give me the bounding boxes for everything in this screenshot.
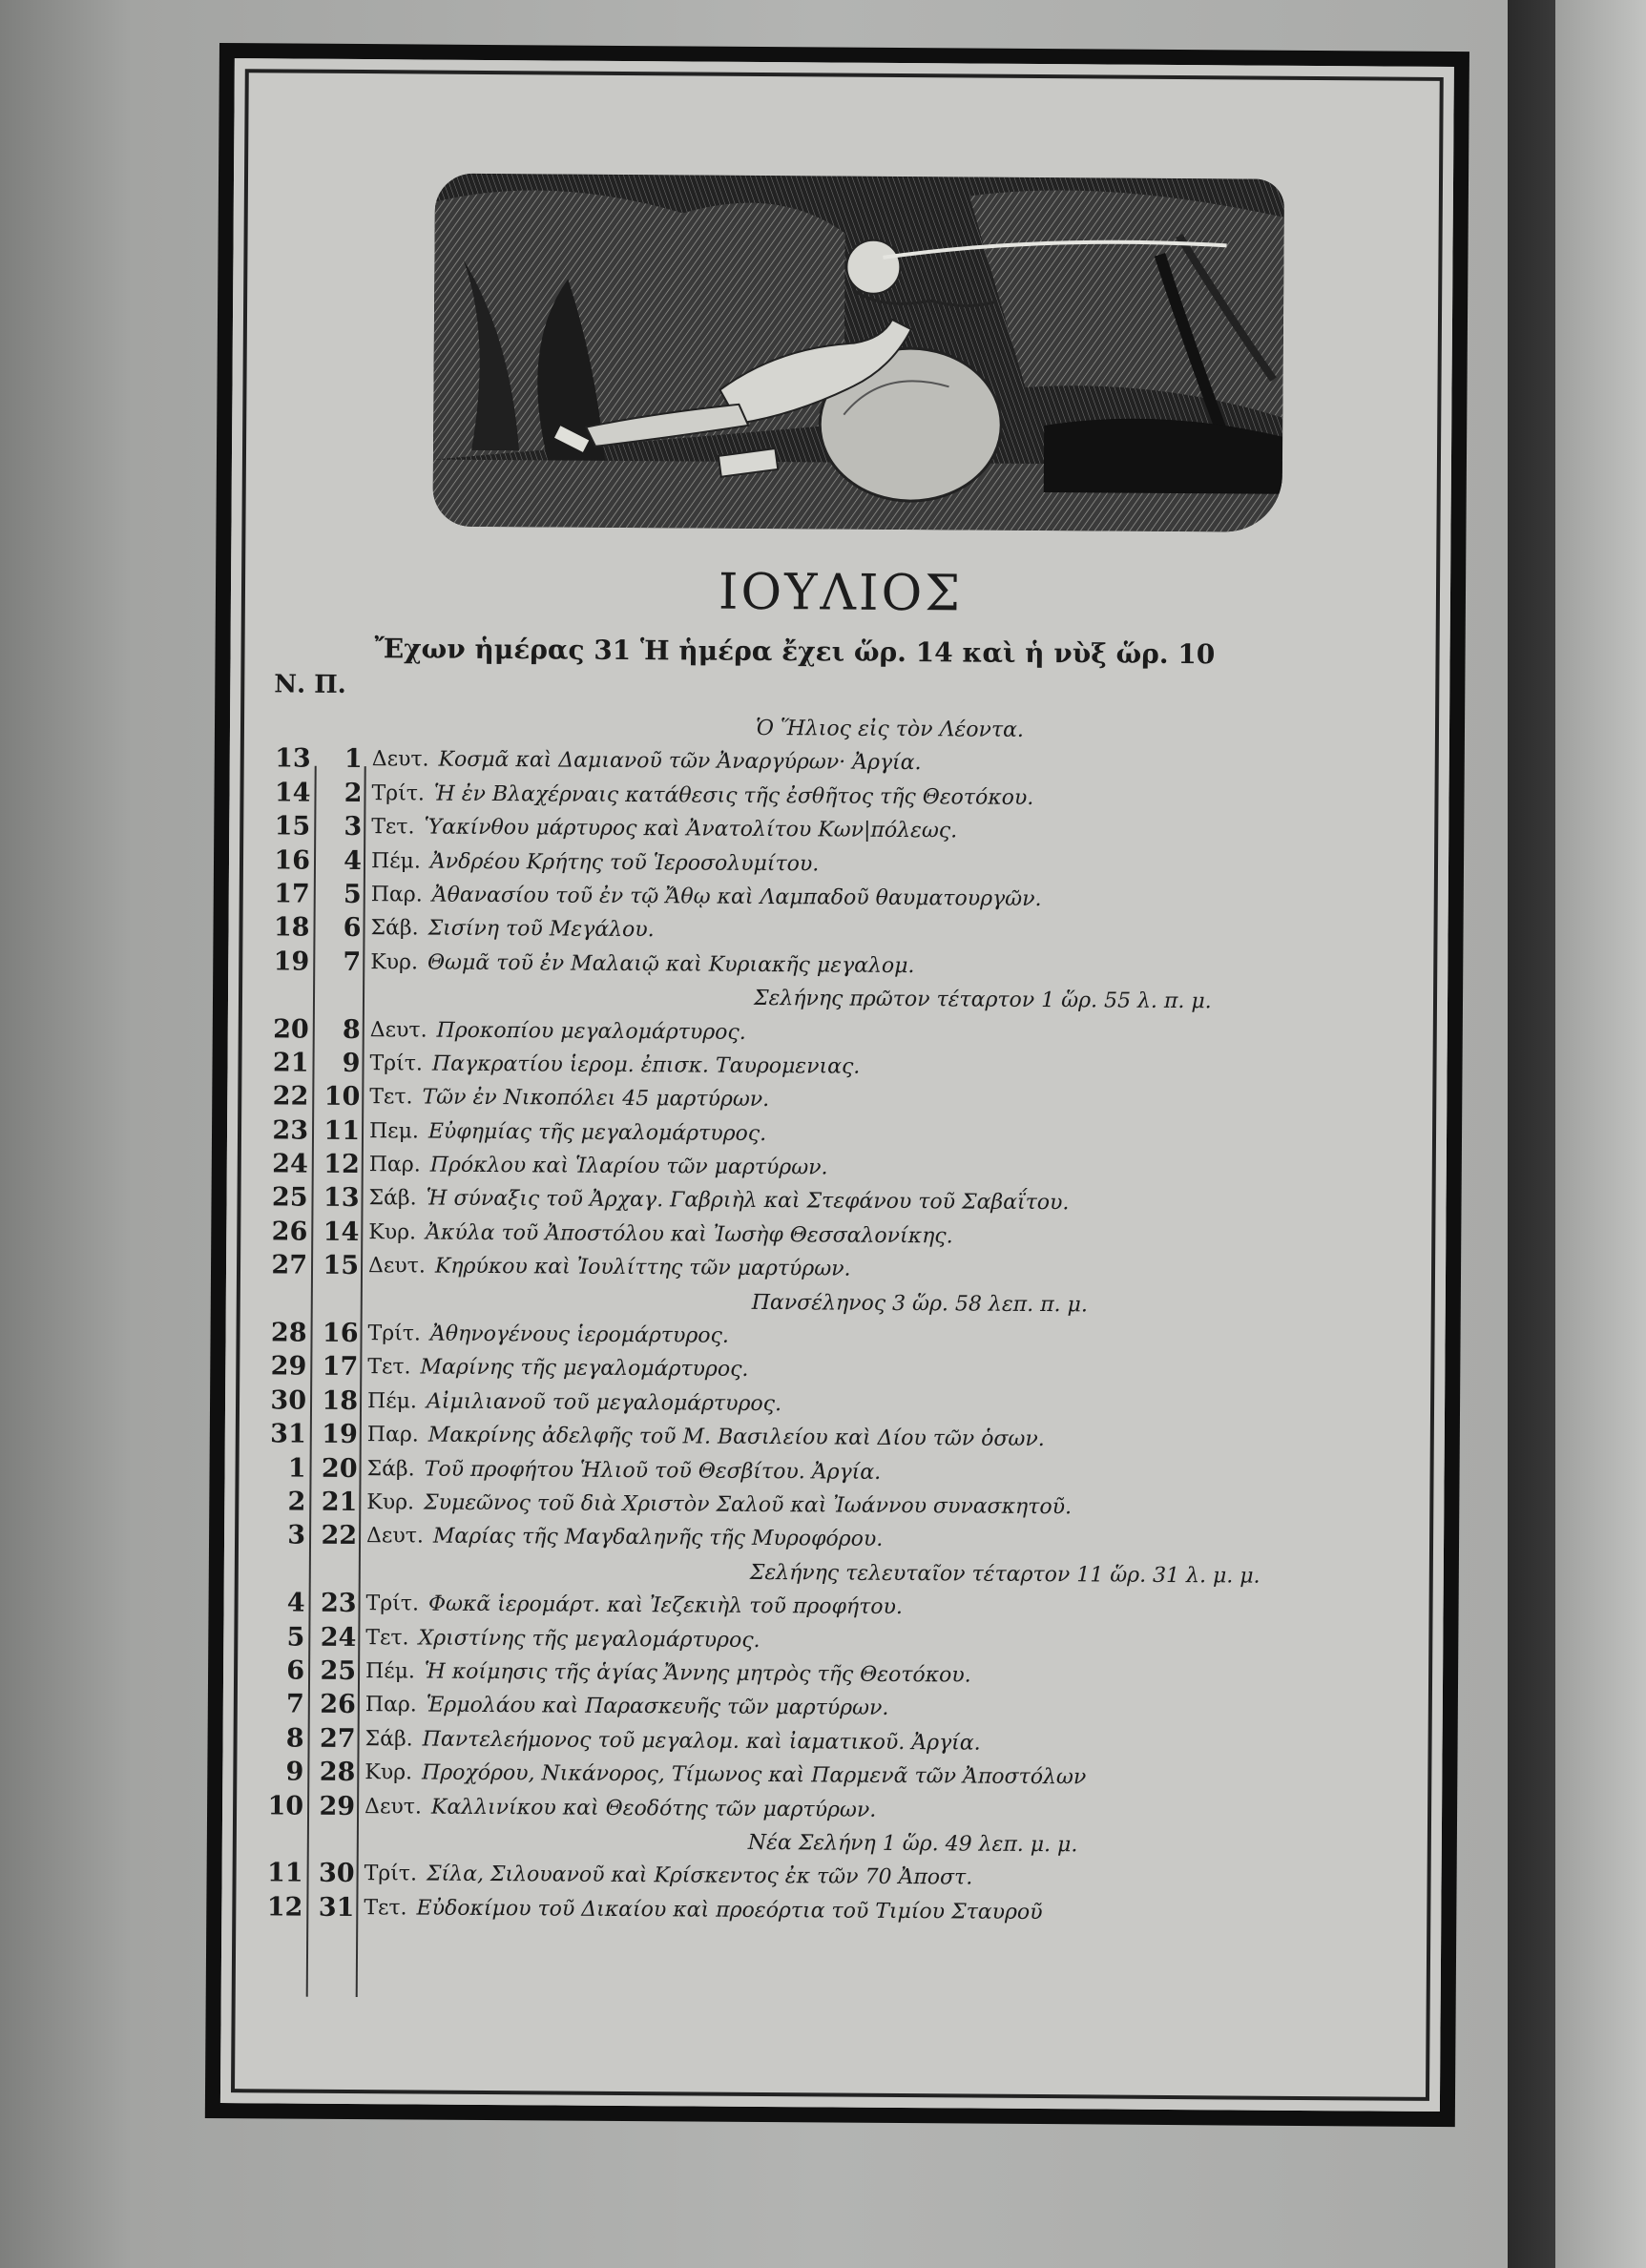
old-style-date: 31 (318, 1892, 355, 1923)
old-style-date: 23 (320, 1588, 357, 1619)
feast-text (368, 1182, 1069, 1221)
entry-text: Τῶν ἐν Νικοπόλει 45 μαρτύρων. (422, 1085, 770, 1113)
entry-text: Ὁ Ἥλιος εἰς τὸν Λέοντα. (755, 716, 1025, 742)
new-style-date: 14 (274, 778, 311, 808)
note-text (754, 982, 1212, 1019)
old-style-date: 11 (323, 1115, 361, 1146)
new-style-date: 29 (270, 1351, 307, 1383)
feast-text (366, 1519, 883, 1556)
weekday-label: Παρ. (365, 1693, 417, 1717)
entry-text: Νέα Σελήνη 1 ὥρ. 49 λεπ. μ. μ. (747, 1830, 1078, 1858)
new-style-date: 3 (287, 1520, 306, 1551)
note-text (752, 1286, 1088, 1322)
new-style-date: 12 (266, 1892, 303, 1923)
new-style-date: 26 (271, 1217, 308, 1247)
entry-text: Τοῦ προφήτου Ἡλιοῦ τοῦ Θεσβίτου. Ἀργία. (424, 1457, 882, 1485)
new-style-date: 28 (270, 1318, 307, 1348)
new-style-date: 20 (273, 1013, 309, 1045)
new-style-date: 6 (286, 1655, 305, 1686)
weekday-label: Τρίτ. (364, 1862, 418, 1886)
feast-text (371, 777, 1033, 815)
column-header: Ν. Π. (274, 670, 346, 699)
new-style-date: 19 (273, 947, 310, 977)
feast-text (369, 1080, 769, 1116)
weekday-label: Δευτ. (365, 1524, 424, 1549)
weekday-label: Πεμ. (368, 1118, 420, 1144)
old-style-date: 19 (322, 1419, 358, 1450)
entry-text: Σελήνης τελευταῖον τέταρτον 11 ὥρ. 31 λ. μ. μ. (749, 1560, 1261, 1589)
feast-text (368, 1249, 851, 1286)
new-style-date: 4 (286, 1588, 305, 1618)
feast-text (366, 1452, 881, 1489)
old-style-date: 12 (323, 1149, 360, 1180)
entry-text: Εὐφημίας τῆς μεγαλομάρτυρος. (427, 1119, 767, 1146)
old-style-date: 8 (342, 1014, 361, 1045)
new-style-date: 2 (287, 1487, 306, 1517)
feast-text (365, 1722, 980, 1760)
entry-text: Ἡ κοίμησις τῆς ἁγίας Ἄννης μητρὸς τῆς Θεοτόκου. (424, 1659, 971, 1688)
days-summary: Ἔχων ἡμέρας 31 Ἡ ἡμέρα ἔχει ὥρ. 14 καὶ ἡ νὺξ ὥρ. 10 (374, 633, 1216, 671)
note-text (750, 1556, 1261, 1593)
entry-text: Προκοπίου μεγαλομάρτυρος. (436, 1018, 746, 1045)
entry-text: Αἰμιλιανοῦ τοῦ μεγαλομάρτυρος. (426, 1389, 782, 1416)
weekday-label: Κυρ. (368, 1219, 417, 1245)
old-style-date: 20 (321, 1453, 358, 1484)
old-style-date: 3 (344, 812, 363, 843)
feast-text (370, 1013, 746, 1050)
entry-text: Εὐδοκίμου τοῦ Δικαίου καὶ προεόρτια τοῦ Τιμίου Σταυροῦ (416, 1896, 1043, 1925)
new-style-date: 17 (274, 879, 310, 909)
feast-text (365, 1790, 876, 1827)
weekday-label: Δευτ. (369, 1017, 427, 1043)
month-title: ΙΟΥΛΙΟΣ (718, 563, 964, 623)
old-style-date: 5 (343, 879, 362, 910)
feast-text (367, 1351, 748, 1387)
feast-text (364, 1891, 1042, 1929)
old-style-date: 16 (322, 1318, 359, 1349)
feast-text (369, 1148, 828, 1185)
feast-text (367, 1418, 1045, 1456)
weekday-label: Τετ. (369, 1085, 413, 1110)
entry-text: Σελήνης πρῶτον τέταρτον 1 ὥρ. 55 λ. π. μ. (753, 987, 1212, 1014)
entry-text: Πρόκλου καὶ Ἱλαρίου τῶν μαρτύρων. (429, 1153, 828, 1180)
entry-text: Κοσμᾶ καὶ Δαμιανοῦ τῶν Ἀναργύρων· Ἀργία. (438, 748, 922, 776)
old-style-date: 2 (344, 778, 363, 808)
weekday-label: Πέμ. (366, 1388, 418, 1414)
old-style-date: 28 (319, 1757, 356, 1788)
entry-text: Ἀθανασίου τοῦ ἐν τῷ Ἄθῳ καὶ Λαμπαδοῦ θαυματουργῶν. (431, 883, 1042, 911)
old-style-date: 24 (320, 1622, 357, 1653)
old-style-date: 7 (343, 947, 362, 977)
weekday-label: Πέμ. (365, 1659, 416, 1684)
feast-text (365, 1688, 889, 1725)
weekday-label: Τρίτ. (367, 1321, 422, 1346)
weekday-label: Παρ. (368, 1153, 421, 1177)
new-style-date: 25 (271, 1182, 308, 1214)
old-style-date: 1 (344, 744, 363, 775)
new-style-date: 27 (271, 1250, 308, 1280)
feast-text (367, 1317, 729, 1353)
calendar-rows (251, 708, 1424, 1932)
new-style-date: 16 (274, 844, 311, 876)
feast-text (370, 946, 914, 983)
entry-text: Παντελεήμονος τοῦ μεγαλομ. καὶ ἰαματικοῦ. Ἀργία. (422, 1727, 981, 1756)
feast-text (371, 878, 1042, 916)
new-style-date: 1 (287, 1453, 306, 1484)
entry-text: Φωκᾶ ἱερομάρτ. καὶ Ἰεζεκιὴλ τοῦ προφήτου. (427, 1592, 904, 1620)
feast-text (365, 1654, 971, 1693)
new-style-date: 24 (272, 1149, 308, 1179)
feast-text (370, 911, 654, 947)
feast-text (372, 743, 922, 780)
new-style-date: 31 (270, 1419, 306, 1449)
weekday-label: Τρίτ. (365, 1592, 420, 1616)
weekday-label: Σάβ. (366, 1456, 415, 1482)
feast-text (366, 1486, 1072, 1525)
old-style-date: 30 (318, 1859, 355, 1889)
engraving-svg (432, 174, 1284, 532)
weekday-label: Πέμ. (370, 848, 421, 874)
feast-text (368, 1216, 953, 1254)
adjacent-page-edge (1555, 0, 1646, 2268)
old-style-date: 18 (322, 1385, 359, 1416)
old-style-date: 17 (322, 1352, 359, 1383)
weekday-label: Δευτ. (367, 1254, 426, 1279)
new-style-date: 7 (285, 1689, 304, 1719)
weekday-label: Παρ. (366, 1423, 419, 1447)
entry-text: Μαρίνης τῆς μεγαλομάρτυρος. (420, 1355, 749, 1383)
old-style-date: 10 (323, 1082, 361, 1113)
new-style-date: 18 (273, 912, 310, 944)
old-style-date: 15 (323, 1251, 360, 1281)
entry-text: Πανσέληνος 3 ὥρ. 58 λεπ. π. μ. (751, 1290, 1088, 1318)
feast-text (367, 1384, 781, 1421)
weekday-label: Κυρ. (370, 949, 419, 975)
weekday-label: Σάβ. (368, 1186, 417, 1211)
new-style-date: 5 (286, 1622, 305, 1653)
old-style-date: 26 (320, 1690, 356, 1720)
entry-text: Ἡ σύναξις τοῦ Ἀρχαγ. Γαβριὴλ καὶ Στεφάνου τοῦ Σαβαΐτου. (426, 1187, 1070, 1216)
entry-text: Ἡ ἐν Βλαχέρναις κατάθεσις τῆς ἐσθῆτος τῆς Θεοτόκου. (433, 781, 1034, 810)
entry-text: Χριστίνης τῆς μεγαλομάρτυρος. (418, 1626, 760, 1653)
entry-text: Προχόρου, Νικάνορος, Τίμωνος καὶ Παρμενᾶ τῶν Ἀποστόλων (422, 1760, 1087, 1790)
entry-text: Σισίνη τοῦ Μεγάλου. (427, 916, 655, 943)
weekday-label: Κυρ. (365, 1760, 413, 1785)
old-style-date: 21 (321, 1487, 358, 1518)
entry-text: Κηρύκου καὶ Ἰουλίττης τῶν μαρτύρων. (434, 1254, 851, 1281)
weekday-label: Τετ. (367, 1355, 411, 1380)
weekday-label: Κυρ. (366, 1490, 415, 1515)
feast-text (369, 1114, 766, 1151)
new-style-date: 30 (270, 1385, 307, 1416)
entry-text: Ἀνδρέου Κρήτης τοῦ Ἱεροσολυμίτου. (429, 849, 820, 876)
entry-text: Μαρίας τῆς Μαγδαληνῆς τῆς Μυροφόρου. (432, 1524, 884, 1552)
feast-text (364, 1857, 972, 1895)
weekday-label: Τετ. (371, 815, 415, 840)
entry-text: Μακρίνης ἀδελφῆς τοῦ Μ. Βασιλείου καὶ Δίου τῶν ὁσων. (427, 1423, 1045, 1452)
weekday-label: Δευτ. (365, 1794, 423, 1820)
entry-text: Σίλα, Σιλουανοῦ καὶ Κρίσκεντος ἐκ τῶν 70 Ἀποστ. (426, 1862, 973, 1890)
calendar-page (205, 43, 1469, 2127)
new-style-date: 15 (274, 811, 311, 842)
feast-text (371, 810, 957, 848)
note-text (748, 1826, 1078, 1862)
entry-text: Παγκρατίου ἱερομ. ἐπισκ. Ταυρομενιας. (431, 1051, 861, 1079)
old-style-date: 14 (323, 1217, 360, 1247)
new-style-date: 11 (266, 1858, 303, 1888)
weekday-label: Σάβ. (365, 1726, 413, 1752)
feast-text (371, 844, 820, 882)
old-style-date: 29 (319, 1791, 356, 1821)
weekday-label: Τετ. (364, 1895, 407, 1921)
weekday-label: Σάβ. (370, 916, 419, 941)
entry-text: Ἀθηνογένους ἱερομάρτυρος. (429, 1321, 729, 1348)
entry-text: Θωμᾶ τοῦ ἐν Μαλαιῷ καὶ Κυριακῆς μεγαλομ. (427, 950, 915, 978)
new-style-date: 8 (285, 1723, 304, 1754)
note-text (756, 712, 1024, 747)
feast-text (369, 1047, 860, 1084)
page-paper (220, 58, 1454, 2112)
entry-text: Ἀκύλα τοῦ Ἀποστόλου καὶ Ἰωσὴφ Θεσσαλονίκης. (425, 1220, 953, 1249)
old-style-date: 9 (342, 1048, 361, 1078)
new-style-date: 13 (275, 743, 311, 775)
old-style-date: 13 (323, 1183, 360, 1214)
old-style-date: 25 (320, 1655, 357, 1686)
entry-text: Ἑρμολάου καὶ Παρασκευῆς τῶν μαρτύρων. (426, 1693, 889, 1721)
engraving-illustration (432, 174, 1284, 532)
new-style-date: 9 (285, 1757, 304, 1787)
new-style-date: 21 (272, 1048, 309, 1078)
old-style-date: 27 (319, 1723, 356, 1754)
weekday-label: Τρίτ. (369, 1051, 424, 1076)
new-style-date: 22 (272, 1081, 309, 1112)
weekday-label: Τετ. (365, 1625, 409, 1650)
weekday-label: Τρίτ. (371, 780, 426, 806)
old-style-date: 22 (321, 1521, 358, 1551)
old-style-date: 6 (343, 913, 362, 944)
entry-text: Καλλινίκου καὶ Θεοδότης τῶν μαρτύρων. (430, 1795, 877, 1822)
feast-text (365, 1587, 903, 1624)
feast-text (365, 1756, 1086, 1795)
feast-text (365, 1621, 760, 1657)
entry-text: Ὑακίνθου μάρτυρος καὶ Ἀνατολίτου Κων|πόλεως. (424, 815, 958, 843)
weekday-label: Παρ. (370, 883, 423, 907)
weekday-label: Δευτ. (371, 747, 429, 772)
entry-text: Συμεῶνος τοῦ διὰ Χριστὸν Σαλοῦ καὶ Ἰωάννου συνασκητοῦ. (423, 1490, 1073, 1520)
old-style-date: 4 (344, 845, 363, 876)
new-style-date: 23 (272, 1115, 309, 1146)
new-style-date: 10 (267, 1790, 304, 1821)
